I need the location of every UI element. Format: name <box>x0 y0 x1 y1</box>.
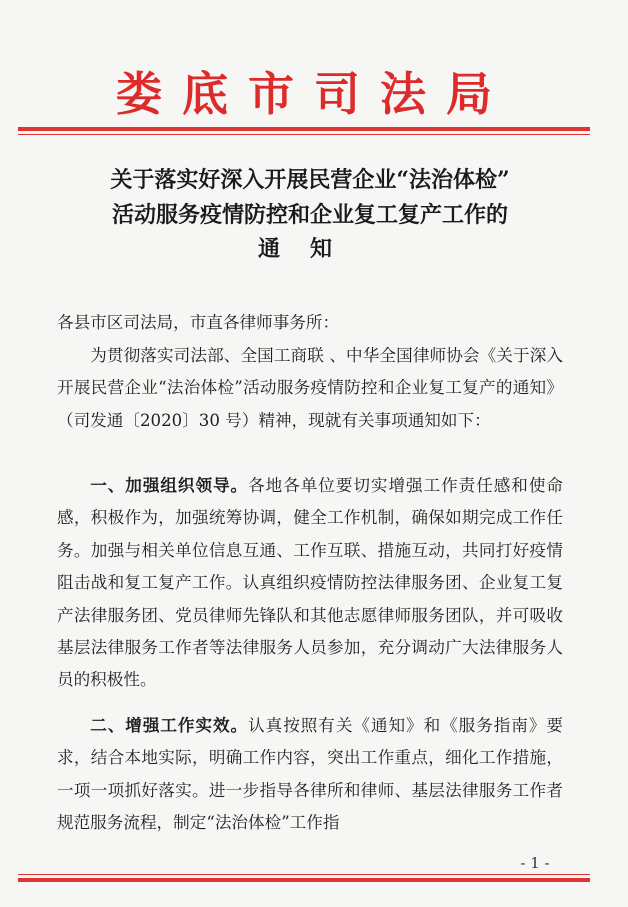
document-title-line-2: 活动服务疫情防控和企业复工复产工作的 <box>111 202 508 228</box>
footer-rule-thin <box>18 874 590 875</box>
footer-rule-thick <box>18 878 590 882</box>
paragraph-heading: 一、加强组织领导。 <box>90 475 249 495</box>
salutation: 各县市区司法局，市直各律师事务所： <box>57 313 340 332</box>
agency-masthead: 娄底市司法局 <box>116 67 512 121</box>
paragraph-section-2 <box>57 709 563 840</box>
document-title-line-3: 通知 <box>257 236 362 262</box>
paragraph-text: 为贯彻落实司法部、全国工商联 、中华全国律师协会《关于深入开展民营企业“法治体检”活动服务疫情防控和企业复工复产的通知》（司发通〔2020〕30 号）精神，现就有关事项通知如下： <box>57 346 563 430</box>
page-number: - 1 - <box>520 854 550 872</box>
document-title-line-1: 关于落实好深入开展民营企业“法治体检” <box>110 167 510 193</box>
paragraph-intro <box>57 339 563 437</box>
paragraph-section-1 <box>57 469 563 697</box>
paragraph-text: 各地各单位要切实增强工作责任感和使命感，积极作为，加强统筹协调，健全工作机制，确保如期完成工作任务。加强与相关单位信息互通、工作互联、措施互动，共同打好疫情阻击战和复工复产工作。认真组织疫情防控法律服务团、企业复工复产法律服务团、党员律师先锋队和其他志愿律师服务团队，并可吸收基层法律服务工作者等法律服务人员参加，充分调动广大法律服务人员的积极性。 <box>57 476 563 690</box>
masthead-rule-thick <box>18 127 590 131</box>
paragraph-text: 认真按照有关《通知》和《服务指南》要求，结合本地实际，明确工作内容，突出工作重点，细化工作措施，一项一项抓好落实。进一步指导各律所和律师、基层法律服务工作者规范服务流程，制定“法治体检”工作指 <box>57 716 563 833</box>
masthead-rule-thin <box>18 134 590 135</box>
paragraph-heading: 二、增强工作实效。 <box>90 715 249 735</box>
